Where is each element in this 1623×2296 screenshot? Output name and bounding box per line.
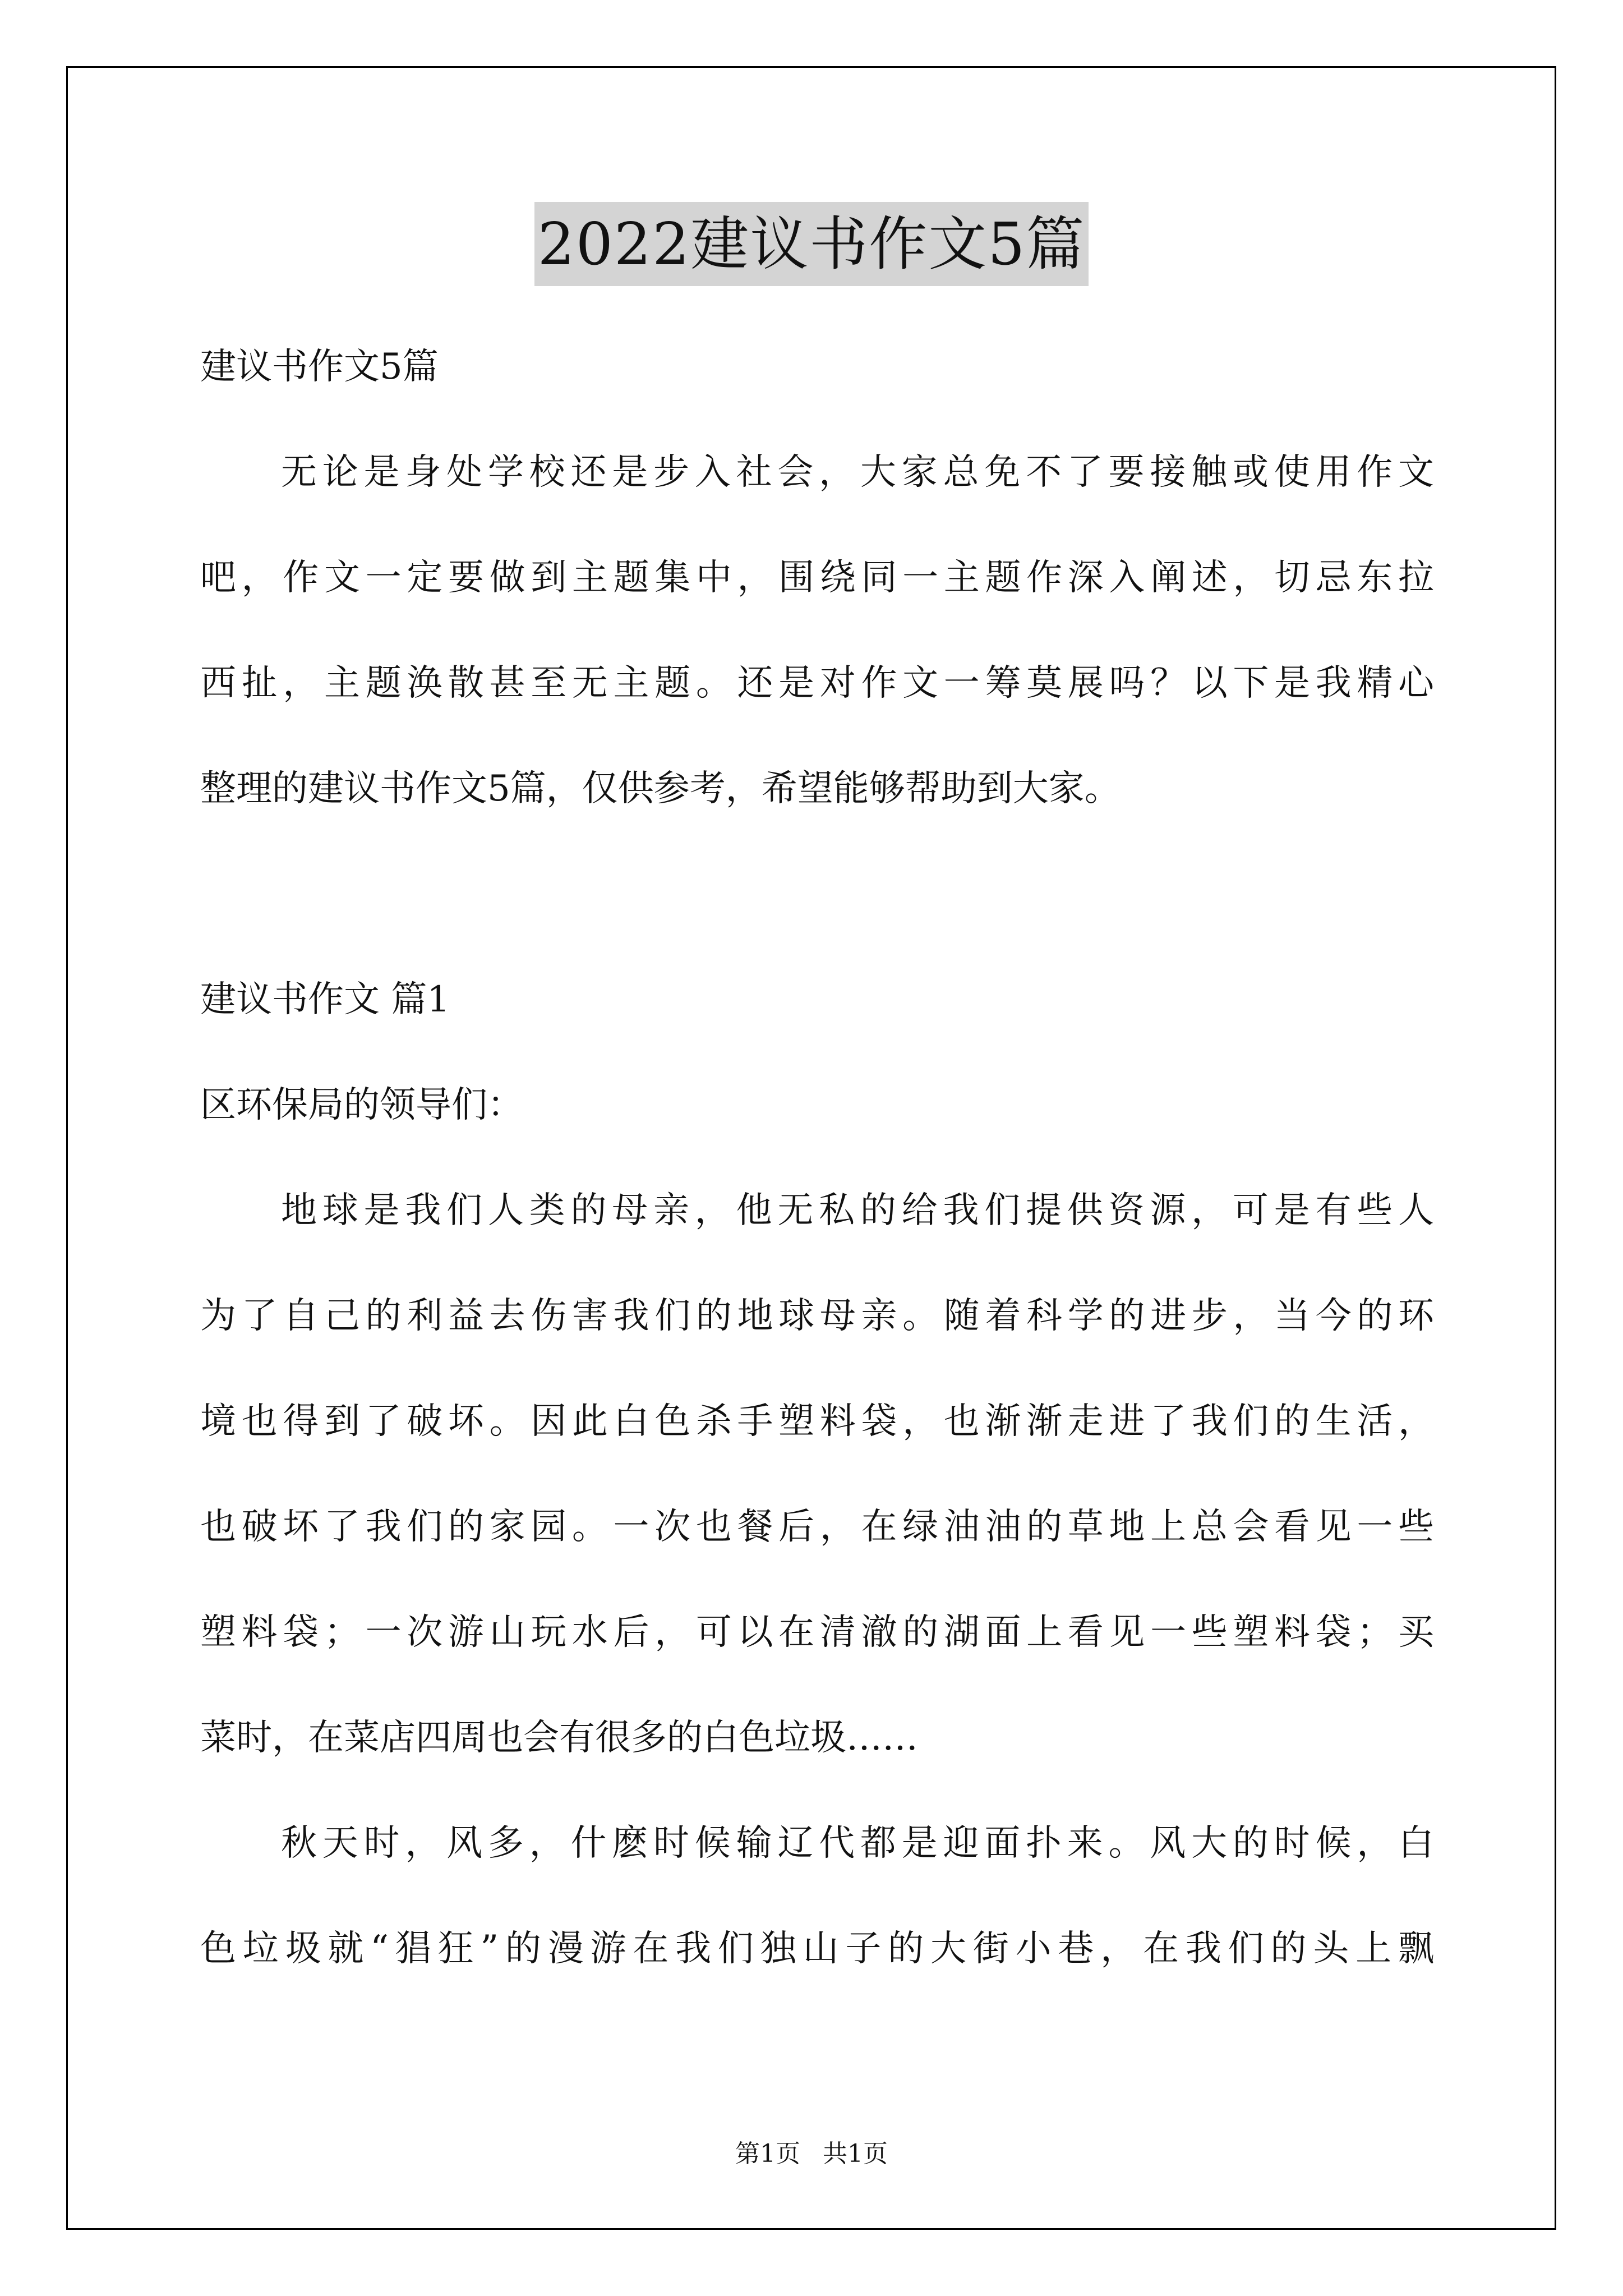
section-heading: 建议书作文 篇1 <box>200 979 450 1020</box>
body-paragraph-2 <box>200 1791 1434 2001</box>
document-title: 2022建议书作文5篇 <box>534 202 1089 286</box>
paragraph-line: 塑料袋；一次游山玩水后，可以在清澈的湖面上看见一些塑料袋；买 <box>200 1612 1434 1653</box>
paragraph-line: 色垃圾就“猖狂”的漫游在我们独山子的大街小巷，在我们的头上飘 <box>200 1928 1434 1970</box>
salutation: 区环保局的领导们： <box>200 1084 523 1126</box>
document-body <box>200 314 1434 2001</box>
paragraph-line: 境也得到了破坏。因此白色杀手塑料袋，也渐渐走进了我们的生活， <box>200 1401 1434 1442</box>
intro-paragraph <box>200 420 1434 841</box>
subtitle: 建议书作文5篇 <box>200 346 439 388</box>
paragraph-line: 地球是我们人类的母亲，他无私的给我们提供资源，可是有些人 <box>281 1190 1434 1231</box>
paragraph-line: 秋天时，风多，什麽时候输辽代都是迎面扑来。风大的时候，白 <box>281 1823 1434 1864</box>
paragraph-line: 也破坏了我们的家园。一次也餐后，在绿油油的草地上总会看见一些 <box>200 1506 1434 1548</box>
body-paragraph-1 <box>200 1158 1434 1791</box>
intro-line: 无论是身处学校还是步入社会，大家总免不了要接触或使用作文 <box>281 452 1434 493</box>
intro-line: 吧，作文一定要做到主题集中，围绕同一主题作深入阐述，切忌东拉 <box>200 557 1434 599</box>
paragraph-line: 菜时，在菜店四周也会有很多的白色垃圾…… <box>200 1717 918 1759</box>
page-total: 共1页 <box>823 2139 888 2168</box>
section-gap <box>200 841 1434 947</box>
page-number: 第1页 <box>735 2139 800 2168</box>
intro-line: 整理的建议书作文5篇，仅供参考，希望能够帮助到大家。 <box>200 768 1121 809</box>
intro-line: 西扯，主题涣散甚至无主题。还是对作文一筹莫展吗？以下是我精心 <box>200 662 1434 704</box>
page-footer <box>0 2137 1623 2171</box>
paragraph-line: 为了自己的利益去伤害我们的地球母亲。随着科学的进步，当今的环 <box>200 1295 1434 1337</box>
title-container <box>0 202 1623 286</box>
